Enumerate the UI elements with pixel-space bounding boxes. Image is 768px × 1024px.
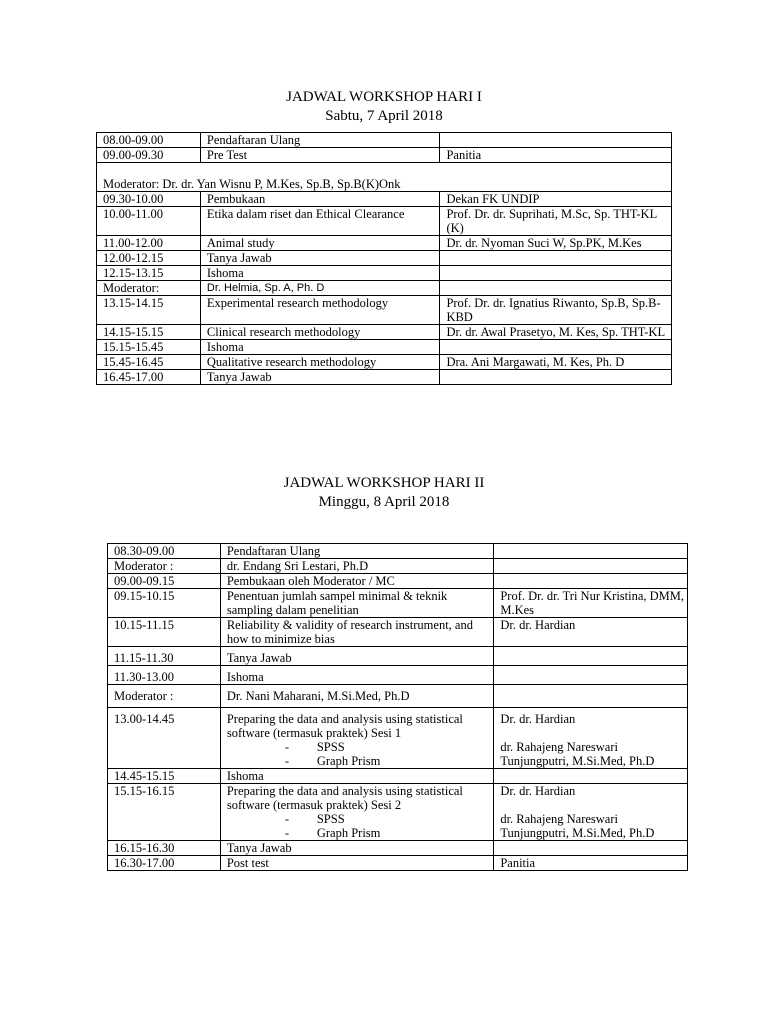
sub-item-label: Graph Prism	[316, 754, 381, 768]
speaker-cell	[494, 544, 688, 559]
activity-cell	[220, 784, 493, 841]
speaker-name: Dr. dr. Hardian	[500, 784, 576, 798]
table-row	[97, 281, 672, 296]
table-row	[97, 340, 672, 355]
time-cell: 12.00-12.15	[97, 251, 201, 266]
sub-item-label: SPSS	[316, 740, 345, 754]
activity-cell: Pendaftaran Ulang	[220, 544, 493, 559]
sub-item	[227, 740, 493, 754]
speaker-cell	[440, 340, 672, 355]
table-row	[97, 207, 672, 236]
table-row	[97, 148, 672, 163]
activity-text: Preparing the data and analysis using statistical software (termasuk praktek) Sesi 1	[226, 712, 463, 740]
speaker-cell	[494, 574, 688, 589]
activity-cell: Tanya Jawab	[200, 251, 440, 266]
speaker-cell	[494, 666, 688, 685]
time-cell: 14.45-15.15	[108, 769, 221, 784]
table-row	[97, 236, 672, 251]
activity-cell	[220, 708, 493, 769]
speaker-cell: Prof. Dr. dr. Tri Nur Kristina, DMM, M.Kes	[494, 589, 688, 618]
speaker-cell	[440, 266, 672, 281]
time-cell: 15.15-16.15	[108, 784, 221, 841]
time-cell: 10.15-11.15	[108, 618, 221, 647]
table-row	[97, 133, 672, 148]
activity-cell: Pendaftaran Ulang	[200, 133, 440, 148]
time-cell: 12.15-13.15	[97, 266, 201, 281]
speaker-cell	[494, 559, 688, 574]
time-cell: 09.30-10.00	[97, 192, 201, 207]
table-row	[108, 769, 688, 784]
activity-cell: Ishoma	[200, 266, 440, 281]
day2-schedule-table	[107, 543, 688, 871]
speaker-cell: Dr. dr. Hardian	[494, 618, 688, 647]
time-cell: 11.30-13.00	[108, 666, 221, 685]
time-cell: 08.30-09.00	[108, 544, 221, 559]
table-row	[97, 266, 672, 281]
activity-cell: Tanya Jawab	[220, 647, 493, 666]
table-row	[108, 574, 688, 589]
table-row	[108, 708, 688, 769]
day1-title: JADWAL WORKSHOP HARI I	[286, 89, 482, 105]
speaker-cell	[440, 281, 672, 296]
sub-item-label: Graph Prism	[316, 826, 381, 840]
table-row	[97, 296, 672, 325]
speaker-cell: Dr. dr. Nyoman Suci W, Sp.PK, M.Kes	[440, 236, 672, 251]
activity-cell: Etika dalam riset dan Ethical Clearance	[200, 207, 440, 236]
time-cell: 09.15-10.15	[108, 589, 221, 618]
table-row	[97, 370, 672, 385]
dash: -	[284, 754, 290, 768]
time-cell: Moderator:	[97, 281, 201, 296]
activity-cell: Post test	[220, 856, 493, 871]
dash: -	[284, 812, 290, 826]
speaker-name: Dr. dr. Hardian	[500, 712, 576, 726]
day1-schedule-table	[96, 132, 672, 385]
sub-item	[227, 826, 493, 840]
table-row	[108, 589, 688, 618]
moderator-cell: Moderator: Dr. dr. Yan Wisnu P, M.Kes, Sp.B, Sp.B(K)Onk	[97, 163, 672, 192]
time-cell: 09.00-09.30	[97, 148, 201, 163]
activity-cell: Pembukaan	[200, 192, 440, 207]
time-cell: 13.15-14.15	[97, 296, 201, 325]
moderator-row	[97, 163, 672, 192]
table-row	[97, 251, 672, 266]
speaker-cell	[494, 769, 688, 784]
table-row	[108, 666, 688, 685]
speaker-cell	[494, 784, 688, 841]
table-row	[108, 841, 688, 856]
time-cell: 10.00-11.00	[97, 207, 201, 236]
activity-cell: Tanya Jawab	[220, 841, 493, 856]
speaker-cell	[440, 133, 672, 148]
table-row	[108, 856, 688, 871]
activity-cell: Ishoma	[220, 666, 493, 685]
activity-cell: Pre Test	[200, 148, 440, 163]
time-cell: 15.45-16.45	[97, 355, 201, 370]
table-row	[97, 355, 672, 370]
activity-cell: Penentuan jumlah sampel minimal & teknik sampling dalam penelitian	[220, 589, 493, 618]
speaker-cell	[494, 647, 688, 666]
table-row	[108, 544, 688, 559]
activity-cell: Pembukaan oleh Moderator / MC	[220, 574, 493, 589]
time-cell: 16.30-17.00	[108, 856, 221, 871]
speaker-cell: Panitia	[440, 148, 672, 163]
day1-date: Sabtu, 7 April 2018	[325, 108, 443, 124]
activity-cell: Clinical research methodology	[200, 325, 440, 340]
speaker-cell: Dra. Ani Margawati, M. Kes, Ph. D	[440, 355, 672, 370]
speaker-cell	[440, 370, 672, 385]
speaker-cell	[494, 841, 688, 856]
speaker-cell: Panitia	[494, 856, 688, 871]
table-row	[108, 559, 688, 574]
time-cell: Moderator :	[108, 685, 221, 708]
activity-cell: Ishoma	[220, 769, 493, 784]
time-cell: 11.00-12.00	[97, 236, 201, 251]
activity-cell: Tanya Jawab	[200, 370, 440, 385]
sub-item-label: SPSS	[316, 812, 345, 826]
time-cell: 11.15-11.30	[108, 647, 221, 666]
time-cell: 15.15-15.45	[97, 340, 201, 355]
time-cell: 16.15-16.30	[108, 841, 221, 856]
activity-cell: Qualitative research methodology	[200, 355, 440, 370]
activity-cell: Dr. Nani Maharani, M.Si.Med, Ph.D	[220, 685, 493, 708]
time-cell: Moderator :	[108, 559, 221, 574]
activity-cell: Experimental research methodology	[200, 296, 440, 325]
activity-text: Preparing the data and analysis using statistical software (termasuk praktek) Sesi 2	[226, 784, 463, 812]
day2-title: JADWAL WORKSHOP HARI II	[283, 475, 485, 491]
speaker-cell: Dekan FK UNDIP	[440, 192, 672, 207]
activity-cell: Reliability & validity of research instrument, and how to minimize bias	[220, 618, 493, 647]
time-cell: 16.45-17.00	[97, 370, 201, 385]
time-cell: 08.00-09.00	[97, 133, 201, 148]
table-row	[97, 325, 672, 340]
speaker-name: dr. Rahajeng Nareswari Tunjungputri, M.Si.Med, Ph.D	[500, 740, 655, 768]
speaker-cell	[440, 251, 672, 266]
time-cell: 09.00-09.15	[108, 574, 221, 589]
speaker-name: dr. Rahajeng Nareswari Tunjungputri, M.Si.Med, Ph.D	[500, 812, 655, 840]
activity-cell: dr. Endang Sri Lestari, Ph.D	[220, 559, 493, 574]
speaker-cell	[494, 708, 688, 769]
speaker-cell: Prof. Dr. dr. Suprihati, M.Sc, Sp. THT-KL (K)	[440, 207, 672, 236]
activity-cell: Ishoma	[200, 340, 440, 355]
table-row	[108, 647, 688, 666]
sub-item	[227, 754, 493, 768]
table-row	[108, 784, 688, 841]
table-row	[108, 685, 688, 708]
time-cell: 14.15-15.15	[97, 325, 201, 340]
speaker-cell	[494, 685, 688, 708]
dash: -	[284, 826, 290, 840]
speaker-cell: Dr. dr. Awal Prasetyo, M. Kes, Sp. THT-KL	[440, 325, 672, 340]
sub-item	[227, 812, 493, 826]
day2-date: Minggu, 8 April 2018	[318, 494, 450, 510]
speaker-cell: Prof. Dr. dr. Ignatius Riwanto, Sp.B, Sp.B-KBD	[440, 296, 672, 325]
time-cell: 13.00-14.45	[108, 708, 221, 769]
activity-cell: Dr. Helmia, Sp. A, Ph. D	[200, 281, 440, 296]
activity-cell: Animal study	[200, 236, 440, 251]
table-row	[97, 192, 672, 207]
dash: -	[284, 740, 290, 754]
table-row	[108, 618, 688, 647]
